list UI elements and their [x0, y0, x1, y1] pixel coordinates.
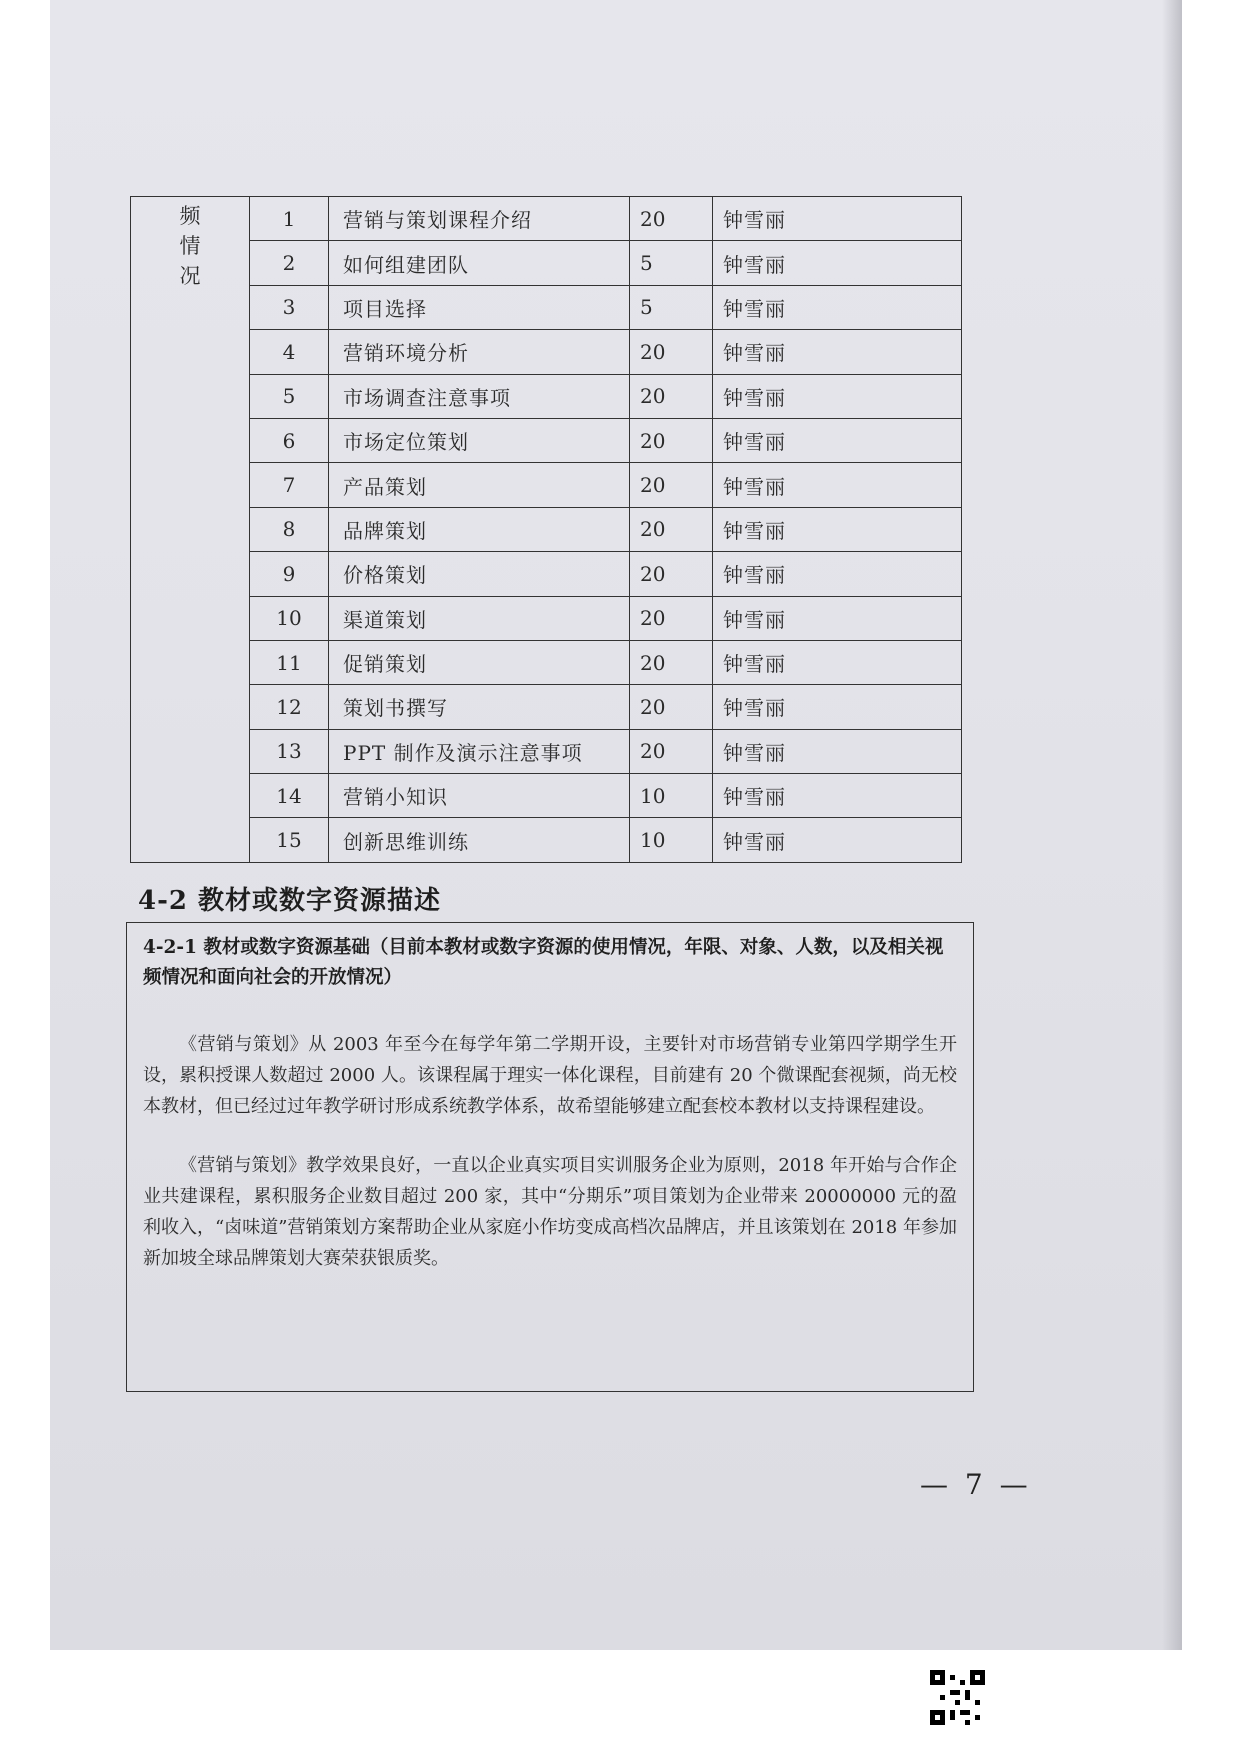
table-row: [131, 729, 962, 773]
video-title-cell: 品牌策划: [329, 507, 630, 551]
video-title-cell: 渠道策划: [329, 596, 630, 640]
video-number-cell: 7: [250, 463, 329, 507]
table-row: [131, 596, 962, 640]
table-row: [131, 640, 962, 684]
video-duration-cell: 5: [630, 241, 713, 285]
table-row: [131, 552, 962, 596]
video-author-cell: 钟雪丽: [713, 818, 962, 862]
video-author-cell: 钟雪丽: [713, 774, 962, 818]
description-paragraph-2: 《营销与策划》教学效果良好，一直以企业真实项目实训服务企业为原则，2018 年开始与合作企业共建课程，累积服务企业数目超过 200 家，其中“分期乐”项目策划为企业带来 20000000 元的盈利收入，“卤味道”营销策划方案帮助企业从家庭小作坊变成高档次品牌店，并且该策划在 2018 年参加新加坡全球品牌策划大赛荣获银质奖。: [143, 1155, 957, 1269]
table-side-label: 频 情 况: [131, 197, 250, 863]
section-heading: 4-2 教材或数字资源描述: [138, 886, 442, 916]
video-duration-cell: 20: [630, 197, 713, 241]
video-author-cell: 钟雪丽: [713, 374, 962, 418]
video-author-cell: 钟雪丽: [713, 285, 962, 329]
video-duration-cell: 20: [630, 507, 713, 551]
video-title-cell: 项目选择: [329, 285, 630, 329]
video-number-cell: 15: [250, 818, 329, 862]
video-number-cell: 4: [250, 330, 329, 374]
video-title-cell: 营销小知识: [329, 774, 630, 818]
video-list-table: [130, 196, 962, 863]
video-duration-cell: 20: [630, 463, 713, 507]
video-title-cell: 营销与策划课程介绍: [329, 197, 630, 241]
video-title-cell: 市场定位策划: [329, 418, 630, 462]
video-number-cell: 11: [250, 640, 329, 684]
video-duration-cell: 20: [630, 552, 713, 596]
video-author-cell: 钟雪丽: [713, 330, 962, 374]
page-number: — 7 —: [920, 1468, 1032, 1501]
video-number-cell: 3: [250, 285, 329, 329]
video-author-cell: 钟雪丽: [713, 729, 962, 773]
table-row: [131, 685, 962, 729]
table-row: [131, 197, 962, 241]
video-duration-cell: 5: [630, 285, 713, 329]
video-title-cell: 产品策划: [329, 463, 630, 507]
video-duration-cell: 20: [630, 729, 713, 773]
video-title-cell: 促销策划: [329, 640, 630, 684]
video-duration-cell: 20: [630, 330, 713, 374]
video-duration-cell: 20: [630, 418, 713, 462]
video-number-cell: 1: [250, 197, 329, 241]
video-number-cell: 13: [250, 729, 329, 773]
video-title-cell: 如何组建团队: [329, 241, 630, 285]
video-author-cell: 钟雪丽: [713, 596, 962, 640]
video-author-cell: 钟雪丽: [713, 640, 962, 684]
video-duration-cell: 20: [630, 685, 713, 729]
video-author-cell: 钟雪丽: [713, 552, 962, 596]
video-title-cell: 策划书撰写: [329, 685, 630, 729]
video-number-cell: 14: [250, 774, 329, 818]
video-number-cell: 2: [250, 241, 329, 285]
video-title-cell: 市场调查注意事项: [329, 374, 630, 418]
description-box-title: 4-2-1 教材或数字资源基础（目前本教材或数字资源的使用情况，年限、对象、人数，以及相关视频情况和面向社会的开放情况）: [143, 937, 944, 988]
video-duration-cell: 10: [630, 818, 713, 862]
video-title-cell: 营销环境分析: [329, 330, 630, 374]
video-duration-cell: 20: [630, 374, 713, 418]
table-row: [131, 818, 962, 862]
video-number-cell: 8: [250, 507, 329, 551]
table-row: [131, 330, 962, 374]
video-number-cell: 6: [250, 418, 329, 462]
video-number-cell: 12: [250, 685, 329, 729]
video-number-cell: 5: [250, 374, 329, 418]
video-author-cell: 钟雪丽: [713, 197, 962, 241]
table-row: [131, 285, 962, 329]
video-author-cell: 钟雪丽: [713, 241, 962, 285]
video-title-cell: 创新思维训练: [329, 818, 630, 862]
table-row: [131, 463, 962, 507]
video-duration-cell: 20: [630, 596, 713, 640]
qr-code-icon: [930, 1670, 985, 1725]
table-row: [131, 507, 962, 551]
video-author-cell: 钟雪丽: [713, 463, 962, 507]
video-number-cell: 10: [250, 596, 329, 640]
video-author-cell: 钟雪丽: [713, 685, 962, 729]
video-author-cell: 钟雪丽: [713, 418, 962, 462]
table-row: [131, 418, 962, 462]
video-number-cell: 9: [250, 552, 329, 596]
table-row: [131, 241, 962, 285]
description-paragraph-1: 《营销与策划》从 2003 年至今在每学年第二学期开设，主要针对市场营销专业第四学期学生开设，累积授课人数超过 2000 人。该课程属于理实一体化课程，目前建有 20 个微课配套视频，尚无校本教材，但已经过过年教学研讨形成系统教学体系，故希望能够建立配套校本教材以支持课程建设。: [143, 1034, 957, 1117]
video-duration-cell: 10: [630, 774, 713, 818]
table-row: [131, 374, 962, 418]
video-title-cell: 价格策划: [329, 552, 630, 596]
description-box: [126, 922, 974, 1392]
video-title-cell: PPT 制作及演示注意事项: [329, 729, 630, 773]
video-author-cell: 钟雪丽: [713, 507, 962, 551]
page-shadow-edge: [1162, 0, 1182, 1650]
video-duration-cell: 20: [630, 640, 713, 684]
table-row: [131, 774, 962, 818]
